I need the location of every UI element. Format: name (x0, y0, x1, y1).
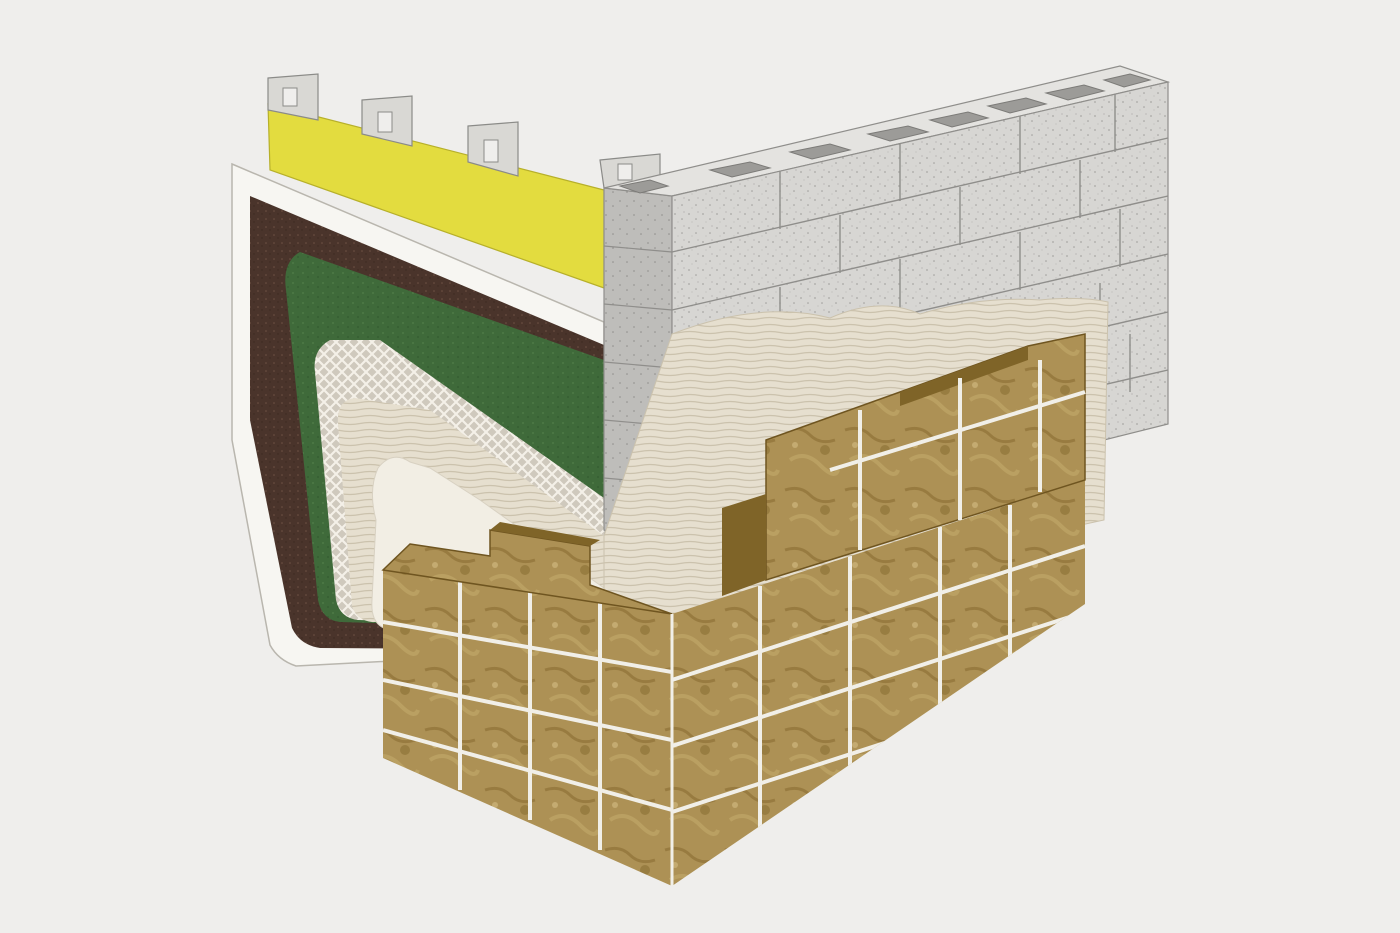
stone-veneer-edge (722, 494, 766, 596)
